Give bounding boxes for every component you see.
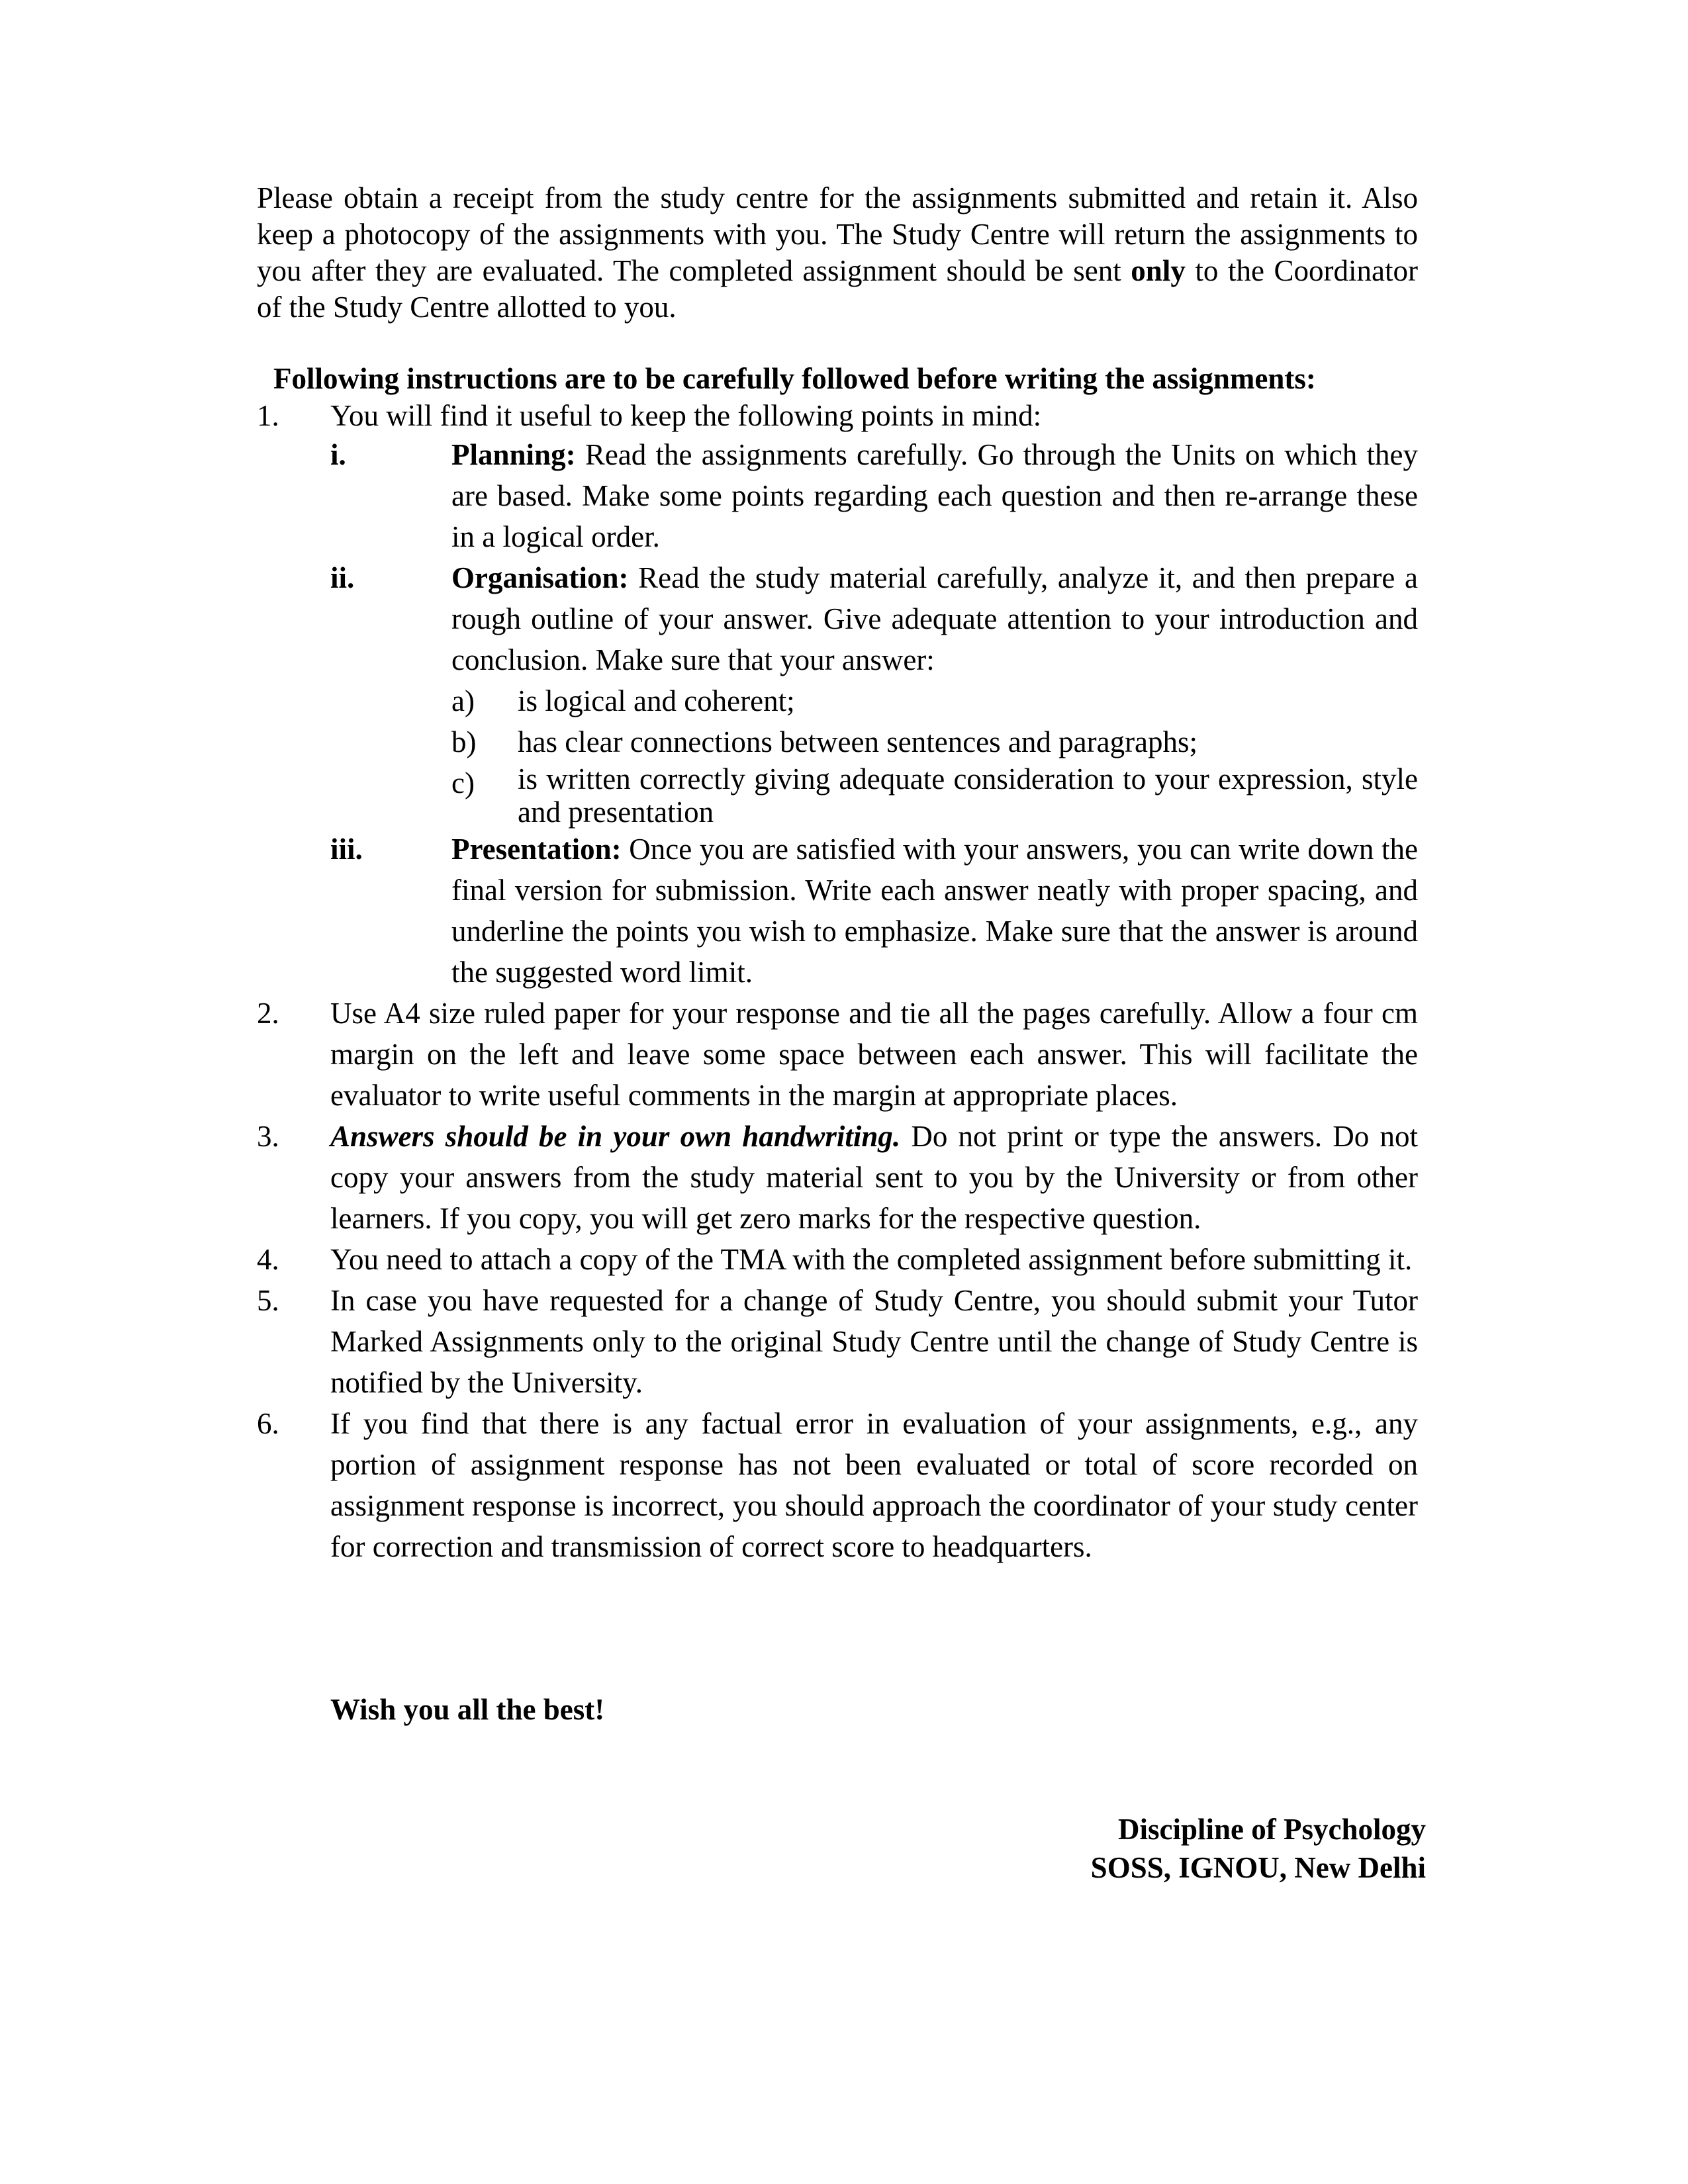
- emphasis-only: only: [1131, 254, 1186, 287]
- instruction-item-5: [257, 1280, 1418, 1403]
- closing-wish: Wish you all the best!: [330, 1693, 605, 1726]
- sub-item-organisation: ii. Organisation: Read the study material carefully, analyze it, and then prepare a rough outline of your answer. Give adequate attention to your introduction and conclusion. Make sure that your answer: a) is logical and coherent; b) has clear connections between sentences and paragraphs; c) is written correctly giving adequate consideration to your expression, style and presentation: [330, 557, 1418, 829]
- item-number: 3.: [257, 1120, 279, 1153]
- instruction-item-1: [257, 397, 1418, 993]
- item-text: You need to attach a copy of the TMA with the completed assignment before submitting it.: [330, 1243, 1413, 1276]
- sub-item-number: iii.: [330, 833, 363, 866]
- sub-item-label: Presentation:: [451, 833, 622, 866]
- sub-item-label: Planning:: [451, 438, 576, 471]
- item-number: 6.: [257, 1407, 279, 1440]
- point-a: a) is logical and coherent;: [451, 684, 795, 717]
- sub-item-presentation: iii. Presentation: Once you are satisfied with your answers, you can write down the final version for submission. Write each answer neatly with proper spacing, and underline the points you wish to emphasize. Make sure that the answer is around the suggested word limit.: [330, 829, 1418, 993]
- item-text: You will find it useful to keep the following points in mind:: [330, 399, 1042, 432]
- instructions-heading: Following instructions are to be carefully followed before writing the assignments:: [273, 362, 1316, 395]
- item-text: If you find that there is any factual error in evaluation of your assignments, e.g., any portion of assignment response has not been evaluated or total of score recorded on assignment response is incorrect, you should approach the coordinator of your study center for correction and transmission of correct score to headquarters.: [330, 1407, 1418, 1563]
- intro-paragraph: Please obtain a receipt from the study centre for the assignments submitted and retain it. Also keep a photocopy of the assignments with you. The Study Centre will return the assignments to you after they are evaluated. The completed assignment should be sent only to the Coordinator of the Study Centre allotted to you.: [257, 181, 1418, 324]
- item-number: 1.: [257, 399, 279, 432]
- item-text: Answers should be in your own handwriting. Do not print or type the answers. Do not copy your answers from the study material sent to you by the University or from other learners. If you copy, you will get zero marks for the respective question.: [330, 1120, 1418, 1235]
- instruction-item-6: [257, 1403, 1418, 1567]
- sub-item-number: ii.: [330, 561, 355, 594]
- instruction-item-4: [257, 1239, 1418, 1280]
- sub-item-planning: i. Planning: Read the assignments carefully. Go through the Units on which they are based. Make some points regarding each question and then re-arrange these in a logical order.: [330, 434, 1418, 557]
- item-text: Use A4 size ruled paper for your response and tie all the pages carefully. Allow a four cm margin on the left and leave some space between each answer. This will facilitate the evaluator to write useful comments in the margin at appropriate places.: [330, 997, 1418, 1112]
- instruction-item-2: [257, 993, 1418, 1116]
- signature-department: Discipline of Psychology: [1117, 1813, 1426, 1846]
- item-number: 5.: [257, 1284, 279, 1317]
- item-number: 2.: [257, 997, 279, 1030]
- point-b: b) has clear connections between sentences and paragraphs;: [451, 725, 1198, 758]
- sub-item-number: i.: [330, 438, 346, 471]
- handwriting-emphasis: Answers should be in your own handwriting.: [330, 1120, 901, 1153]
- point-c: c) is written correctly giving adequate consideration to your expression, style and presentation: [451, 762, 1418, 829]
- sub-item-label: Organisation:: [451, 561, 629, 594]
- instruction-item-3: [257, 1116, 1418, 1239]
- item-number: 4.: [257, 1243, 279, 1276]
- instruction-list: [257, 397, 1418, 1567]
- signature-block: [257, 1810, 1426, 1887]
- signature-institution: SOSS, IGNOU, New Delhi: [1090, 1851, 1426, 1884]
- document-page: [257, 180, 1426, 1887]
- item-text: In case you have requested for a change of Study Centre, you should submit your Tutor Marked Assignments only to the original Study Centre until the change of Study Centre is notified by the University.: [330, 1284, 1418, 1399]
